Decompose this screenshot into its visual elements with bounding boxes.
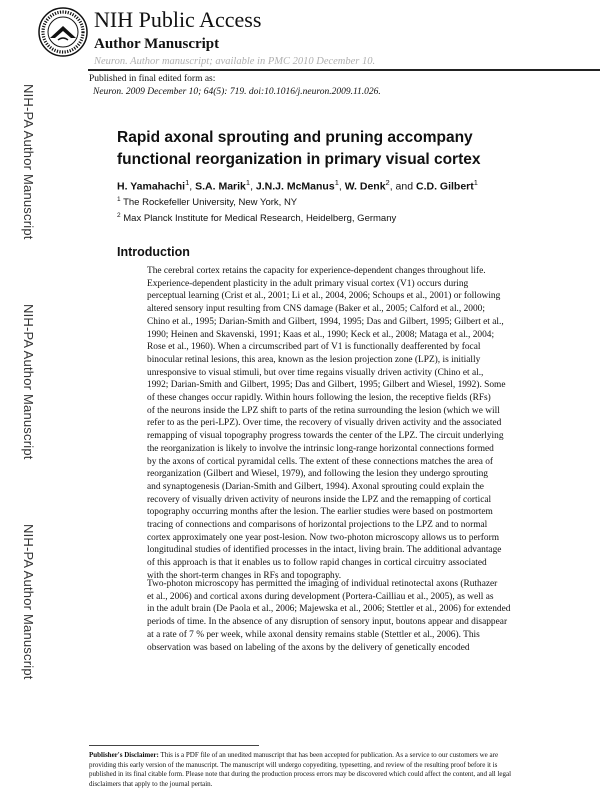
text-line: periods of time. In the absence of any disruption of sensory input, boutons appear and disappear	[147, 617, 508, 628]
text-line: topography occurring months after the lesion. The earlier studies were based on postmortem	[147, 507, 493, 518]
author-affiliation-mark: 1	[473, 178, 478, 187]
text-line: of these changes occur rapidly. Within hours following the lesion, the receptive fields (RFs)	[147, 393, 491, 404]
author-separator: ,	[338, 180, 345, 193]
text-line: with the short-term changes in RFs and topography.	[147, 570, 342, 581]
text-line: reorganization (Gilbert and Wiesel, 1979), and following the lesion they undergo sprouting	[147, 469, 488, 480]
author-name: W. Denk	[344, 180, 386, 193]
text-line: remapping of visual topography progress towards the center of the LPZ. The circuit underlying	[147, 431, 504, 442]
nih-seal-logo	[38, 7, 88, 57]
text-line: tracing of connections and comparisons of horizontal projections to the LPZ and to normal	[147, 520, 488, 531]
body-paragraph	[147, 265, 517, 583]
text-line: and synaptogenesis (Darian-Smith and Gilbert, 1994). Axonal sprouting could explain the	[147, 481, 484, 492]
text-line: of the neurons inside the LPZ shift to parts of the retina surrounding the lesion (which we will	[147, 405, 500, 416]
text-line: observation was based on labeling of the axons by the delivery of genetically encoded	[147, 642, 470, 653]
text-line: Experience-dependent plasticity in the adult primary visual cortex (V1) occurs during	[147, 278, 469, 289]
published-info	[89, 73, 381, 99]
nih-public-access-title: NIH Public Access	[94, 7, 262, 32]
published-label: Published in final edited form as:	[89, 74, 216, 84]
author-affiliation-mark: 1	[185, 178, 190, 187]
disclaimer-label: Publisher's Disclaimer:	[89, 751, 159, 759]
sidebar-label: NIH-PA Author Manuscript	[21, 304, 36, 460]
text-line: by the axons of cortical pyramidal cells. The extent of these connections matches the area of	[147, 456, 494, 467]
author-manuscript-subtitle: Author Manuscript	[94, 36, 220, 52]
text-line: at a rate of 7 % per week, while axonal density remains stable (Stettler et al., 2006). This	[147, 629, 480, 640]
article-title: Rapid axonal sprouting and pruning accompany functional reorganization in primary visual cortex	[117, 129, 481, 168]
publisher-disclaimer	[89, 751, 517, 789]
text-line: in the adult brain (De Paola et al., 2006; Majewska et al., 2006; Stettler et al., 2006) for extended	[147, 604, 511, 615]
text-line: 1992; Darian-Smith and Gilbert, 1995; Das and Gilbert, 1995; Gilbert and Wiesel, 1992). Some	[147, 380, 506, 391]
text-line: 1990; Heinen and Skavenski, 1991; Kaas et al., 1990; Keck et al., 2008; Mataga et al., 2004;	[147, 329, 495, 340]
sidebar-label: NIH-PA Author Manuscript	[21, 524, 36, 680]
availability-note: Neuron. Author manuscript; available in PMC 2010 December 10.	[94, 56, 376, 67]
affiliation	[117, 212, 396, 224]
author-name: H. Yamahachi	[117, 180, 186, 193]
author-separator: ,	[250, 180, 256, 193]
header-rule	[88, 69, 600, 71]
text-line: The cerebral cortex retains the capacity for experience-dependent changes throughout life.	[147, 266, 486, 276]
affiliation-text: Max Planck Institute for Medical Research, Heidelberg, Germany	[123, 213, 397, 225]
author-list	[117, 178, 478, 193]
author-name: J.N.J. McManus	[255, 180, 335, 193]
author-separator: ,	[189, 180, 196, 193]
text-line: Chino et al., 1995; Darian-Smith and Gilbert, 1994, 1995; Das and Gilbert, 1995; Gilbert et al.,	[147, 316, 504, 327]
text-line: recovery of visually driven activity of neurons inside the LPZ and the remapping of cortical	[147, 494, 492, 505]
affiliation	[117, 196, 297, 208]
author-affiliation-mark: 1	[334, 178, 339, 187]
sidebar-label: NIH-PA Author Manuscript	[21, 84, 36, 240]
author-separator: , and	[389, 180, 416, 193]
text-line: unresponsive to visual stimuli, but over time regains visually driven activity (Chino et al.,	[147, 367, 484, 378]
author-name: S.A. Marik	[195, 180, 246, 193]
text-line: et al., 2006) and cortical axons during development (Portera-Cailliau et al., 2005), as well as	[147, 591, 494, 602]
published-citation: Neuron. 2009 December 10; 64(5): 719. doi:10.1016/j.neuron.2009.11.026.	[93, 87, 381, 97]
text-line: altered sensory input resulting from CNS damage (Baker et al., 2005; Calford et al., 2000;	[147, 304, 485, 315]
text-line: perceptual learning (Crist et al., 2001; Li et al., 2004, 2006; Schoups et al., 2001) or following	[147, 291, 501, 302]
affiliation-mark: 1	[117, 196, 121, 203]
body-paragraph	[147, 578, 517, 654]
text-line: binocular retinal lesions, this area, known as the lesion projection zone (LPZ), is initially	[147, 354, 481, 365]
affiliation-text: The Rockefeller University, New York, NY	[123, 197, 298, 209]
text-line: Rose et al., 1960). When a circumscribed part of V1 is functionally deafferented by focal	[147, 342, 481, 353]
author-affiliation-mark: 2	[385, 178, 390, 187]
affiliation-mark: 2	[117, 212, 121, 219]
text-line: the reorganization is likely to involve the intrinsic long-range horizontal connections formed	[147, 443, 494, 454]
text-line: refer to as the peri-LPZ). Over time, the recovery of visually driven activity and the associated	[147, 418, 502, 429]
section-heading: Introduction	[117, 245, 190, 259]
text-line: Two-photon microscopy has permitted the imaging of individual retinotectal axons (Ruthazer	[147, 579, 498, 589]
author-affiliation-mark: 1	[245, 178, 251, 187]
text-line: longitudinal studies of identified processes in the intact, living brain. The additional advantage	[147, 545, 502, 556]
text-line: cortex approximately one year post-lesion. Now two-photon microscopy allows us to perform	[147, 532, 500, 543]
footnote-rule	[89, 745, 259, 746]
author-name: C.D. Gilbert	[416, 180, 474, 193]
disclaimer-text: This is a PDF file of an unedited manuscript that has been accepted for publication. As a service to our customers we are providing this early version of the manuscript. The manuscript will undergo copyediting, typesetting, and review of the resulting proof before it is published in its final citable form. Please note that during the production process errors may be discovered which could affect the content, and all legal disclaimers that apply to the journal pertain.	[89, 751, 512, 788]
text-line: of this approach is that it enables us to follow rapid changes in cortical circuitry associated	[147, 558, 487, 569]
